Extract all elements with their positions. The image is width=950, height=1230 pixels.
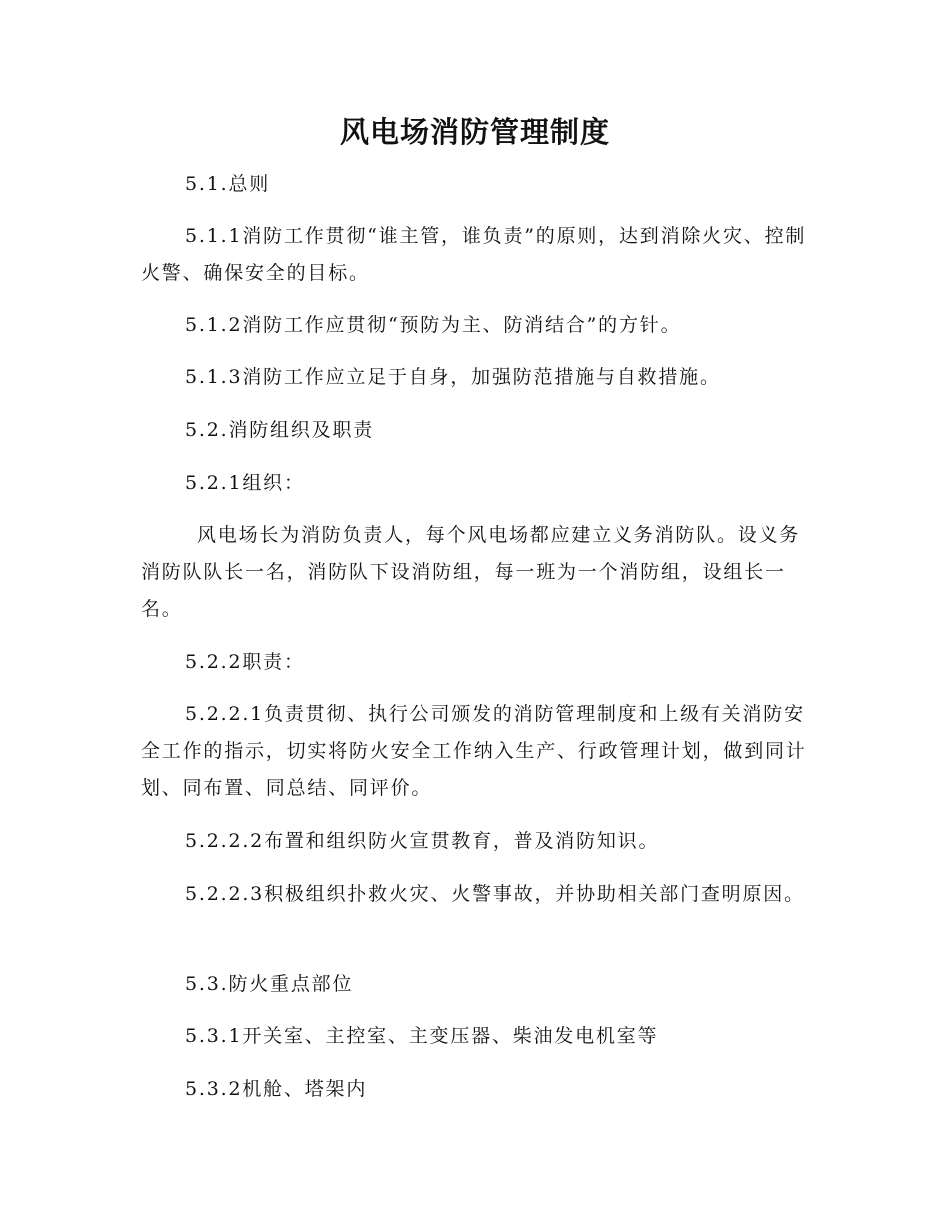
paragraph-organization: 风电场长为消防负责人，每个风电场都应建立义务消防队。设义务消防队队长一名，消防队下设消防组，每一班为一个消防组，设组长一名。 xyxy=(141,524,801,620)
document-title: 风电场消防管理制度 xyxy=(339,115,610,149)
paragraph-5-2-1: 5.2.1组织： xyxy=(185,472,305,494)
paragraph-5-3-2: 5.3.2机舱、塔架内 xyxy=(185,1078,368,1100)
paragraph-5-2-2-2: 5.2.2.2布置和组织防火宣贯教育，普及消防知识。 xyxy=(185,830,660,852)
paragraph-5-2-2-3: 5.2.2.3积极组织扑救火灾、火警事故，并协助相关部门查明原因。 xyxy=(185,883,805,905)
paragraph-5-1-3: 5.1.3消防工作应立足于自身，加强防范措施与自救措施。 xyxy=(185,366,721,388)
section-5-1-heading: 5.1.总则 xyxy=(185,173,271,195)
paragraph-5-1-2: 5.1.2消防工作应贯彻“预防为主、防消结合”的方针。 xyxy=(185,314,682,336)
section-5-3-heading: 5.3.防火重点部位 xyxy=(185,973,354,995)
section-5-2-heading: 5.2.消防组织及职责 xyxy=(185,419,375,441)
paragraph-5-2-2-1: 5.2.2.1负责贯彻、执行公司颁发的消防管理制度和上级有关消防安全工作的指示，切实将防火安全工作纳入生产、行政管理计划，做到同计划、同布置、同总结、同评价。 xyxy=(141,703,807,799)
paragraph-5-2-2: 5.2.2职责： xyxy=(185,651,305,673)
paragraph-5-3-1: 5.3.1开关室、主控室、主变压器、柴油发电机室等 xyxy=(185,1025,659,1047)
paragraph-5-1-1: 5.1.1消防工作贯彻“谁主管，谁负责”的原则，达到消除火灾、控制火警、确保安全的目标。 xyxy=(141,225,807,284)
